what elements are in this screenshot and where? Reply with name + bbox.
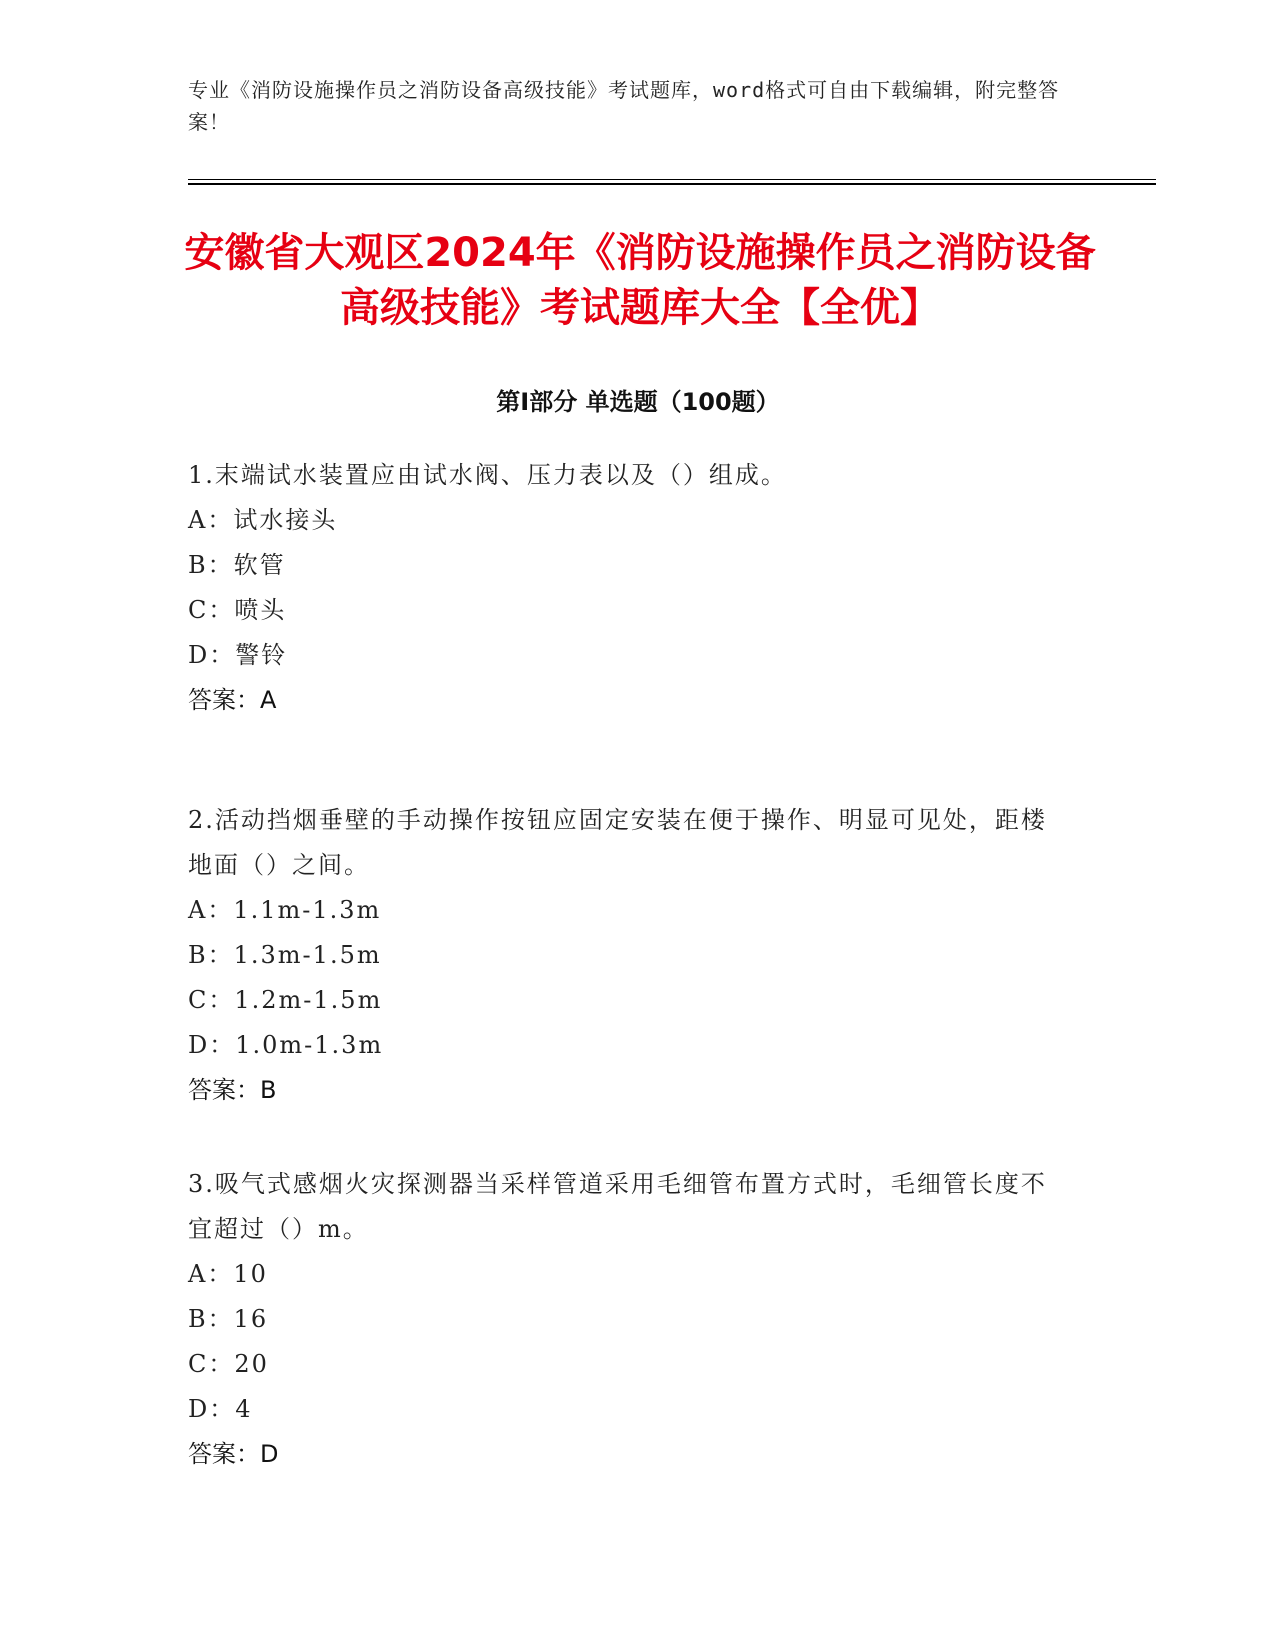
- option-a: A：试水接头: [188, 506, 338, 534]
- header-note: 专业《消防设施操作员之消防设备高级技能》考试题库，word格式可自由下载编辑，附完整答案！: [188, 78, 1060, 134]
- option-c: C：20: [188, 1350, 269, 1378]
- option-a: A：10: [188, 1260, 268, 1288]
- question-2: [188, 798, 1068, 1113]
- document-title: 安徽省大观区2024年《消防设施操作员之消防设备高级技能》考试题库大全【全优】: [184, 230, 1096, 331]
- option-d: D：警铃: [188, 641, 288, 669]
- answer-line: 答案：D: [188, 1440, 279, 1468]
- question-1: [188, 453, 1068, 723]
- question-3: [188, 1162, 1068, 1477]
- option-d: D：4: [188, 1395, 253, 1423]
- option-b: B：软管: [188, 551, 286, 579]
- question-stem: 1.末端试水装置应由试水阀、压力表以及（）组成。: [188, 461, 787, 489]
- answer-line: 答案：B: [188, 1076, 277, 1104]
- question-stem: 2.活动挡烟垂壁的手动操作按钮应固定安装在便于操作、明显可见处，距楼地面（）之间。: [188, 806, 1047, 879]
- question-stem: 3.吸气式感烟火灾探测器当采样管道采用毛细管布置方式时，毛细管长度不宜超过（）m。: [188, 1170, 1047, 1243]
- answer-line: 答案：A: [188, 686, 277, 714]
- option-c: C：喷头: [188, 596, 287, 624]
- header-divider-thick: [188, 183, 1156, 185]
- option-b: B：1.3m-1.5m: [188, 941, 382, 969]
- option-b: B：16: [188, 1305, 269, 1333]
- option-d: D：1.0m-1.3m: [188, 1031, 384, 1059]
- option-c: C：1.2m-1.5m: [188, 986, 383, 1014]
- section-heading: 第I部分 单选题（100题）: [496, 388, 780, 416]
- option-a: A：1.1m-1.3m: [188, 896, 382, 924]
- header-divider-thin: [188, 179, 1156, 180]
